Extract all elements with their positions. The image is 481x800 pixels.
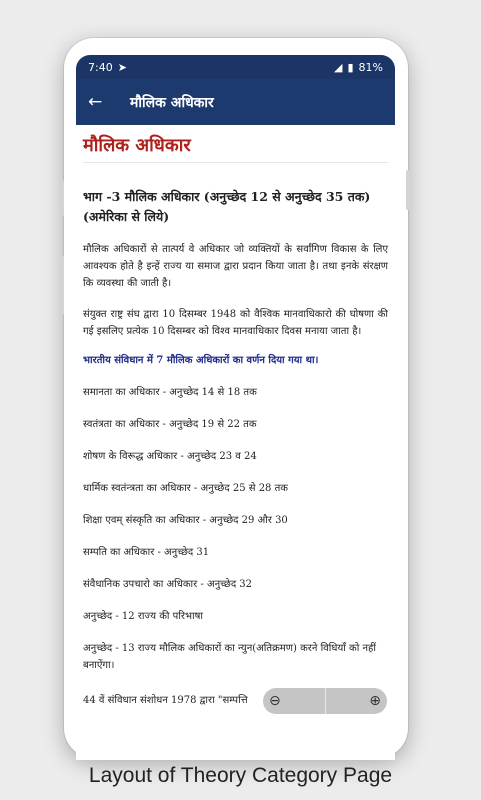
phone-side-button xyxy=(60,180,64,216)
list-item: शिक्षा एवम् संस्कृति का अधिकार - अनुच्छेद 29 और 30 xyxy=(83,515,288,526)
paragraph: संयुक्त राष्ट्र संघ द्वारा 10 दिसम्बर 1948 को वैश्विक मानवाधिकारो की घोषणा की गई इसलिए प्रत्येक 10 दिसम्बर को विश्व मानवाधिकार दिवस मनाया जाता है। xyxy=(83,309,388,337)
list-item: 44 वें संविधान संशोधन 1978 द्वारा "सम्पत्ति xyxy=(83,695,248,706)
phone-side-button xyxy=(406,170,410,210)
battery-level: 81% xyxy=(358,60,383,74)
list-item: अनुच्छेद - 12 राज्य की परिभाषा xyxy=(83,611,204,622)
app-bar xyxy=(76,79,395,125)
page-title: मौलिक अधिकार xyxy=(130,94,214,111)
article-content[interactable] xyxy=(76,125,395,706)
list-item: शोषण के विरूद्ध अधिकार - अनुच्छेद 23 व 24 xyxy=(83,451,257,462)
article-subheading: भाग -3 मौलिक अधिकार (अनुच्छेद 12 से अनुच्छेद 35 तक) (अमेरिका से लिये) xyxy=(83,189,371,224)
article-heading: मौलिक अधिकार xyxy=(83,133,388,163)
phone-side-button xyxy=(60,255,64,315)
list-item: स्वतंत्रता का अधिकार - अनुच्छेद 19 से 22 तक xyxy=(83,419,257,430)
list-item: धार्मिक स्वतंन्त्रता का अधिकार - अनुच्छेद 25 से 28 तक xyxy=(83,483,288,494)
back-arrow-icon[interactable]: ← xyxy=(88,92,103,112)
status-bar xyxy=(76,55,395,79)
battery-icon: ▮ xyxy=(347,60,354,74)
list-item: संवैधानिक उपचारो का अधिकार - अनुच्छेद 32 xyxy=(83,579,253,590)
zoom-in-icon[interactable]: ⊕ xyxy=(369,693,381,709)
zoom-divider xyxy=(325,688,326,714)
caption: Layout of Theory Category Page xyxy=(88,764,393,787)
list-item: अनुच्छेद - 13 राज्य मौलिक अधिकारों का न्युन(अतिक्रमण) करने विधियाँ को नहीं बनाऐंगा। xyxy=(83,643,376,671)
wifi-icon: ◢ xyxy=(334,60,343,74)
list-item: सम्पति का अधिकार - अनुच्छेद 31 xyxy=(83,547,210,558)
status-time: 7:40 xyxy=(88,60,113,74)
paragraph: मौलिक अधिकारों से तात्पर्य वे अधिकार जो व्यक्तियों के सर्वांगिण विकास के लिए आवश्यक होते है इन्हें राज्य या समाज द्वारा प्रदान किया जाता है। तथा इनके संरक्षण कि व्यवस्था की जाती है। xyxy=(83,244,388,289)
app-screen xyxy=(76,55,395,760)
telegram-icon: ➤ xyxy=(117,60,127,74)
zoom-controls xyxy=(263,688,387,714)
highlight-line: भारतीय संविधान में 7 मौलिक अधिकारों का वर्णन दिया गया था। xyxy=(83,355,319,366)
list-item: समानता का अधिकार - अनुच्छेद 14 से 18 तक xyxy=(83,387,257,398)
zoom-out-icon[interactable]: ⊖ xyxy=(269,693,281,709)
